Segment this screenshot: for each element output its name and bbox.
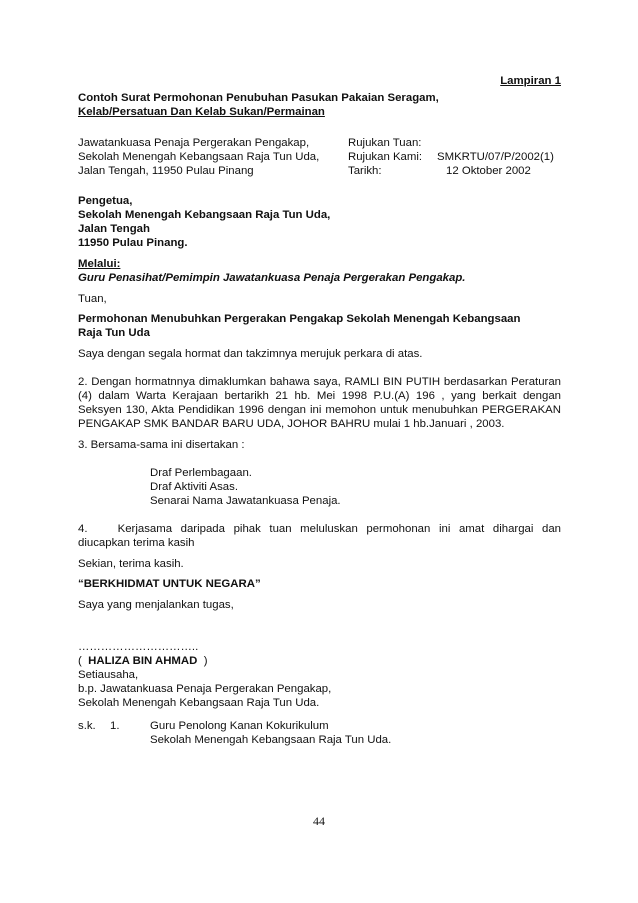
tarikh-value: 12 Oktober 2002 — [446, 165, 531, 177]
sender-line3: Jalan Tengah, 11950 Pulau Pinang — [78, 165, 254, 177]
rujukan-kami-value: SMKRTU/07/P/2002(1) — [437, 151, 554, 163]
attachment-label: Lampiran 1 — [500, 75, 561, 87]
paragraph-2 — [78, 375, 561, 431]
sign-off: Saya yang menjalankan tugas, — [78, 599, 234, 611]
paragraph-1: Saya dengan segala hormat dan takzimnya merujuk perkara di atas. — [78, 348, 423, 360]
recipient-address — [78, 194, 561, 250]
signatory-bp-line: b.p. Jawatankuasa Penaja Pergerakan Pengakap, — [78, 683, 332, 695]
paragraph-4 — [78, 522, 561, 550]
rujukan-kami-label: Rujukan Kami: — [348, 151, 423, 163]
via-value: Guru Penasihat/Pemimpin Jawatankuasa Penaja Pergerakan Pengakap. — [78, 272, 466, 284]
paragraph-4-line2: diucapkan terima kasih — [78, 537, 195, 549]
subject — [78, 312, 561, 340]
signatory-close-paren: ) — [197, 655, 208, 667]
signatory-title: Setiausaha, — [78, 669, 139, 681]
example-title — [78, 91, 561, 119]
signatory-name-line — [78, 654, 561, 668]
paragraph-2-line2: (4) dalam Warta Kerajaan bertarikh 21 hb. Mei 1998 P.U.(A) 196 , yang berkait dengan — [78, 390, 561, 402]
sk-line2: Sekolah Menengah Kebangsaan Raja Tun Uda. — [150, 734, 392, 746]
tarikh — [348, 164, 554, 178]
motto: “BERKHIDMAT UNTUK NEGARA” — [78, 578, 261, 590]
subject-line2: Raja Tun Uda — [78, 327, 150, 339]
sk-label: s.k. — [78, 720, 96, 732]
recipient-line1: Pengetua, — [78, 195, 133, 207]
sender-line2: Sekolah Menengah Kebangsaan Raja Tun Uda, — [78, 151, 320, 163]
signature-line: ………………………….. — [78, 641, 199, 653]
attachment-item: Draf Perlembagaan. — [150, 467, 252, 479]
closing: Sekian, terima kasih. — [78, 558, 184, 570]
salutation: Tuan, — [78, 293, 107, 305]
example-title-line1: Contoh Surat Permohonan Penubuhan Pasukan Pakaian Seragam, — [78, 92, 439, 104]
sender-line1: Jawatankuasa Penaja Pergerakan Pengakap, — [78, 137, 310, 149]
rujukan-tuan-label: Rujukan Tuan: — [348, 137, 422, 149]
rujukan-kami — [348, 150, 554, 164]
signatory-name: HALIZA BIN AHMAD — [88, 655, 198, 667]
attachment-item: Senarai Nama Jawatankuasa Penaja. — [150, 495, 341, 507]
sk-number: 1. — [110, 720, 120, 732]
paragraph-2-line4: PENGAKAP SMK BANDAR BARU UDA, JOHOR BAHRU mulai 1 hb.Januari , 2003. — [78, 418, 505, 430]
signatory-school: Sekolah Menengah Kebangsaan Raja Tun Uda. — [78, 697, 320, 709]
subject-line1: Permohonan Menubuhkan Pergerakan Pengakap Sekolah Menengah Kebangsaan — [78, 313, 521, 325]
attachment-list — [150, 466, 341, 508]
tarikh-label: Tarikh: — [348, 165, 382, 177]
recipient-line4: 11950 Pulau Pinang. — [78, 237, 188, 249]
paragraph-2-line1: 2. Dengan hormatnnya dimaklumkan bahawa saya, RAMLI BIN PUTIH berdasarkan Peraturan — [78, 376, 561, 388]
example-title-line2: Kelab/Persatuan Dan Kelab Sukan/Permainan — [78, 106, 325, 118]
references-block — [348, 136, 554, 178]
sk-line1: Guru Penolong Kanan Kokurikulum — [150, 720, 329, 732]
signatory-open-paren: ( — [78, 655, 89, 667]
rujukan-tuan — [348, 136, 554, 150]
attachment-item: Draf Aktiviti Asas. — [150, 481, 238, 493]
recipient-line2: Sekolah Menengah Kebangsaan Raja Tun Uda, — [78, 209, 331, 221]
via-block — [78, 257, 561, 285]
via-label: Melalui: — [78, 258, 121, 270]
page-number: 44 — [313, 814, 325, 828]
paragraph-3: 3. Bersama-sama ini disertakan : — [78, 439, 245, 451]
paragraph-2-line3: Seksyen 130, Akta Pendidikan 1996 dengan ini memohon untuk menubuhkan PERGERAKAN — [78, 404, 561, 416]
signatory-block — [78, 654, 561, 710]
recipient-line3: Jalan Tengah — [78, 223, 150, 235]
paragraph-4-line1: 4. Kerjasama daripada pihak tuan meluluskan permohonan ini amat dihargai dan — [78, 523, 561, 535]
